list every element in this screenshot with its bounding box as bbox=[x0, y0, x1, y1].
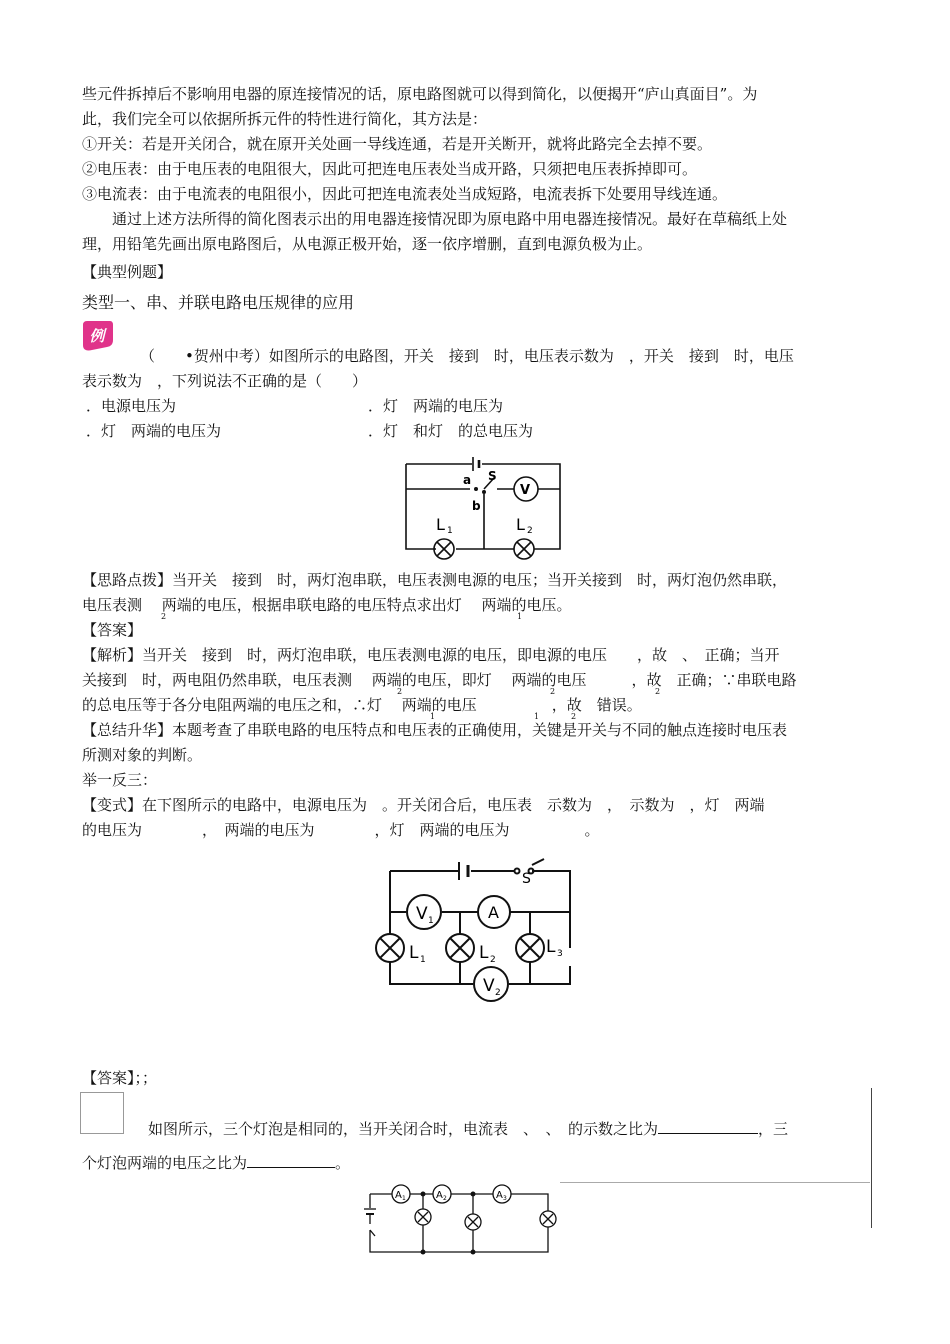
option-a: ．电源电压为 bbox=[86, 397, 177, 415]
lamp-l2-sub-2: 2 bbox=[490, 955, 496, 965]
voltmeter-v1-label: V bbox=[416, 904, 428, 924]
type-title: 类型一、串、并联电路电压规律的应用 bbox=[82, 293, 355, 312]
voltmeter-v1-sub: 1 bbox=[428, 916, 434, 926]
voltmeter-v2-label: V bbox=[483, 976, 495, 996]
ammeter-a2-sub: 2 bbox=[443, 1195, 447, 1202]
analysis-sub-5: 1 bbox=[534, 712, 540, 721]
summary-line-2: 所测对象的判断。 bbox=[82, 746, 203, 764]
ammeter-a1-label: A bbox=[395, 1190, 402, 1201]
lamp-l2-label: L bbox=[516, 515, 525, 534]
question-line-2 bbox=[82, 1152, 350, 1173]
lamp-l1-sub-2: 1 bbox=[420, 955, 426, 965]
lamp-l1-sub: 1 bbox=[447, 526, 453, 536]
ammeter-a3-sub: 3 bbox=[503, 1195, 507, 1202]
lamp-l2-sub: 2 bbox=[527, 526, 533, 536]
analysis-line-1: 【解析】当开关 接到 时，两灯泡串联，电压表测电源的电压，即电源的电压 ，故 、 正确；当开 bbox=[82, 646, 780, 664]
circuit-diagram-2 bbox=[372, 850, 582, 1008]
analysis-sub-3: 2 bbox=[655, 687, 661, 696]
question-line-1 bbox=[148, 1118, 788, 1139]
analysis-sub-4: 1 bbox=[430, 712, 436, 721]
lamp-l2-label-2: L bbox=[479, 943, 489, 963]
circuit-diagram-1 bbox=[400, 452, 570, 564]
option-b: ．灯 两端的电压为 bbox=[368, 397, 504, 415]
analysis-line-2: 关接到 时，两电阻仍然串联，电压表测 两端的电压，即灯 两端的电压 ，故 正确；∵串联电路 bbox=[82, 671, 797, 689]
lamp-l1-label: L bbox=[436, 515, 445, 534]
hint-line-2: 电压表测 两端的电压，根据串联电路的电压特点求出灯 两端的电压。 bbox=[82, 596, 572, 614]
practice-label: 举一反三： bbox=[82, 771, 158, 789]
section-title: 【典型例题】 bbox=[82, 263, 173, 281]
lamp-l3-sub: 3 bbox=[557, 949, 563, 959]
example-badge bbox=[80, 320, 114, 352]
ammeter-a3-label: A bbox=[496, 1190, 503, 1201]
lamp-l1-label-2: L bbox=[409, 943, 419, 963]
intro-line-6: 通过上述方法所得的简化图表示出的用电器连接情况即为原电路中用电器连接情况。最好在草稿纸上处 bbox=[82, 210, 788, 228]
circuit-diagram-3 bbox=[352, 1180, 562, 1262]
summary-line-1: 【总结升华】本题考查了串联电路的电压特点和电压表的正确使用，关键是开关与不同的触点连接时电压表 bbox=[82, 721, 788, 739]
switch-s-label: S bbox=[488, 469, 497, 483]
option-c: ．灯 两端的电压为 bbox=[86, 422, 222, 440]
right-border-line bbox=[871, 1088, 872, 1228]
analysis-sub-6: 2 bbox=[571, 712, 577, 721]
ratio-blank-1[interactable] bbox=[658, 1118, 758, 1134]
ratio-blank-2[interactable] bbox=[247, 1152, 335, 1168]
question-text-2b: 。 bbox=[335, 1154, 351, 1172]
badge-label: 例 bbox=[89, 327, 105, 345]
example-line-2: 表示数为 ，下列说法不正确的是（ ） bbox=[82, 372, 368, 390]
ammeter-a1-sub: 1 bbox=[402, 1195, 406, 1202]
hint-sub-1: 2 bbox=[161, 612, 167, 621]
question-text-1: 如图所示，三个灯泡是相同的，当开关闭合时，电流表 、 、 的示数之比为 bbox=[148, 1120, 659, 1138]
ammeter-a2-label: A bbox=[436, 1190, 443, 1201]
option-d: ．灯 和灯 的总电压为 bbox=[368, 422, 534, 440]
contact-a-label: a bbox=[463, 473, 472, 487]
intro-line-3: ①开关：若是开关闭合，就在原开关处画一导线连通，若是开关断开，就将此路完全去掉不要。 bbox=[82, 135, 713, 153]
intro-line-7: 理，用铅笔先画出原电路图后，从电源正极开始，逐一依序增删，直到电源负极为止。 bbox=[82, 235, 653, 253]
question-text-2: 个灯泡两端的电压之比为 bbox=[82, 1154, 248, 1172]
intro-line-5: ③电流表：由于电流表的电阻很小，因此可把连电流表处当成短路，电流表拆下处要用导线连通。 bbox=[82, 185, 728, 203]
lamp-l3-label: L bbox=[546, 937, 556, 957]
divider-line bbox=[560, 1182, 870, 1183]
ammeter-label: A bbox=[488, 903, 499, 922]
variant-line-2: 的电压为 ， 两端的电压为 ，灯 两端的电压为 。 bbox=[82, 821, 600, 839]
hint-sub-2: 1 bbox=[517, 612, 523, 621]
voltmeter-v2-sub: 2 bbox=[495, 988, 501, 998]
intro-line-1: 些元件拆掉后不影响用电器的原连接情况的话，原电路图就可以得到简化，以便揭开“庐山真面目”。为 bbox=[82, 85, 758, 103]
intro-line-2: 此，我们完全可以依据所拆元件的特性进行简化，其方法是： bbox=[82, 110, 488, 128]
intro-line-4: ②电压表：由于电压表的电阻很大，因此可把连电压表处当成开路，只须把电压表拆掉即可。 bbox=[82, 160, 698, 178]
hint-line-1: 【思路点拨】当开关 接到 时，两灯泡串联，电压表测电源的电压；当开关接到 时，两灯泡仍然串联， bbox=[82, 571, 788, 589]
variant-line-1: 【变式】在下图所示的电路中，电源电压为 。开关闭合后，电压表 示数为 ， 示数为 ，灯 两端 bbox=[82, 796, 765, 814]
question-number-box bbox=[80, 1092, 124, 1134]
voltmeter-label: V bbox=[520, 483, 531, 498]
example-line-1: （ •贺州中考）如图所示的电路图，开关 接到 时，电压表示数为 ，开关 接到 时，电压 bbox=[140, 347, 794, 365]
analysis-sub-2: 2 bbox=[550, 687, 556, 696]
switch-label: S bbox=[522, 871, 531, 887]
answer-label-1: 【答案】 bbox=[82, 621, 143, 639]
analysis-line-3: 的总电压等于各分电阻两端的电压之和，∴灯 两端的电压 ，故 错误。 bbox=[82, 696, 642, 714]
answer-line-2: 【答案】；； bbox=[82, 1069, 158, 1087]
question-text-1b: ，三 bbox=[758, 1120, 789, 1138]
analysis-sub-1: 2 bbox=[397, 687, 403, 696]
contact-b-label: b bbox=[472, 499, 481, 513]
